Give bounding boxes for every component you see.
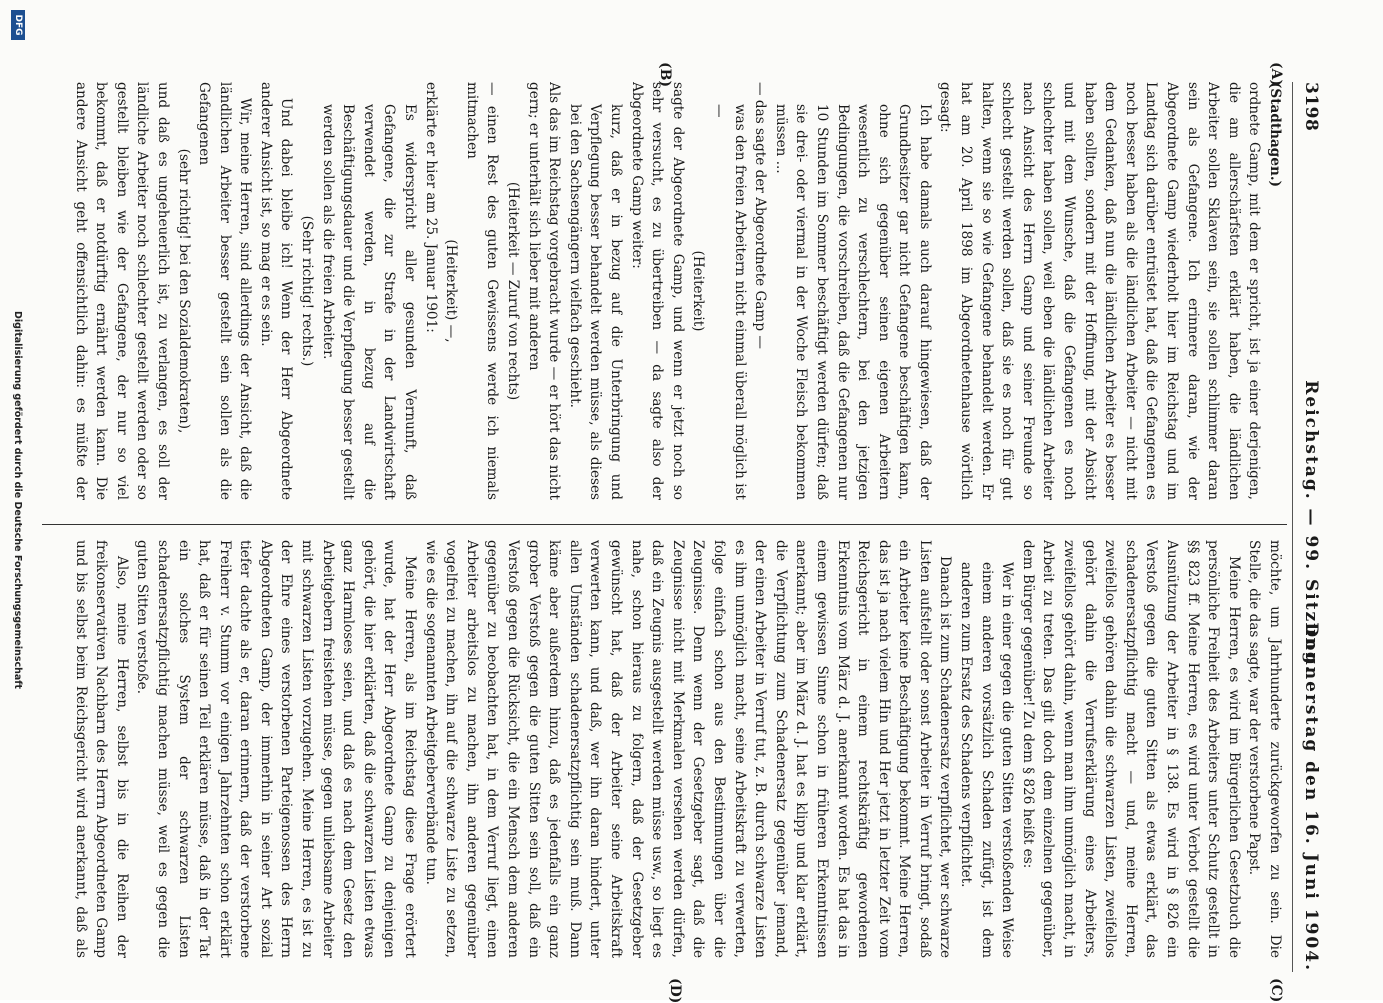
right-text-column xyxy=(70,540,1285,958)
margin-marker-b: (B) xyxy=(657,62,673,88)
column-divider xyxy=(42,524,1287,525)
header-rule xyxy=(1292,82,1293,972)
session-date: Donnerstag den 16. Juni 1904. xyxy=(1301,622,1321,972)
right-column-paragraph: Danach ist zum Schadenersatz verpflichtet, wer schwarze Listen aufstellt oder sonst Arbeiter in Verruf bringt, sodaß ein Arbeiter keine Beschäftigung bekommt. Meine Herren, das ist ja nach vielem Hin und Her jetzt in letzter Zeit vom Reichsgericht in einem rechtskräftig gewordenen Erkenntnis vom März d. J. anerkannt worden. Es hat das in einem gewissen Sinne schon in früheren Erkenntnissen anerkannt; aber im März d. J. hat es klipp und klar erklärt, die Verpflichtung zum Schadenersatz gegenüber jemand, der einen Arbeiter in Verruf tut, z. B. durch schwarze Listen es ihm unmöglich macht, seine Arbeitskraft zu verwerten, folge einfach schon aus den Bestimmungen über die Zeugnisse. Denn wenn der Gesetzgeber sagt, daß die Zeugnisse nicht mit Merkmalen versehen werden dürfen, daß ein Zeugnis ausgestellt werden müsse usw., so liegt es nahe, schon hieraus zu folgern, daß der Gesetzgeber gewünscht hat, daß der Arbeiter seine Arbeitskraft verwerten kann, und daß, wer ihn daran hindert, unter allen Umständen schadenersatzpflichtig sein muß. Dann käme aber außerdem hinzu, daß es jedenfalls ein ganz grober Verstoß gegen die guten Sitten sein soll, daß ein Verstoß gegen die Rücksicht, die ein Mensch dem anderen gegenüber zu beobachten hat, in dem Verruf liegt, einen Arbeiter arbeitslos zu machen, ihn anderen gegenüber vogelfrei zu machen, ihn auf die schwarze Liste zu setzen, wie es die sogenannten Arbeitgeberverbände tun. xyxy=(422,540,954,958)
left-column-paragraph: ordnete Gamp, mit dem er spricht, ist ja einer derjenigen, die am allerschärfsten erklärt haben, die ländlichen Arbeiter sollen Sklaven sein, sie sollen schlimmer daran sein als Gefangene. Ich erinnere daran, wie der Abgeordnete Gamp wiederholt hier im Reichstag und im Landtag sich darüber entrüstet hat, daß die Gefangenen es noch besser haben als die ländlichen Arbeiter — nicht mit dem Gedanken, daß nun die ländlichen Arbeiter es besser haben sollten, sondern mit der Hoffnung, mit der Absicht und mit dem Wunsche, daß die Gefangenen es noch schlechter haben sollen, weil eben die ländlichen Arbeiter nach Ansicht des Herrn Gamp und seiner Freunde so schlecht gestellt werden sollen, daß sie es noch für gut halten, wenn sie so wie Gefangene behandelt werden. Er hat am 20. April 1898 im Abgeordnetenhause wörtlich gesagt: xyxy=(937,82,1263,500)
digitization-note: Digitalisierung gefördert durch die Deutsche Forschungsgemeinschaft xyxy=(12,311,23,689)
left-column-paragraph: Und dabei bleibe ich! Wenn der Herr Abgeordnete anderer Ansicht ist, so mag er es sein. xyxy=(257,82,295,500)
left-column-paragraph: — einen Rest des guten Gewissens werde ich niemals mitmachen xyxy=(463,82,501,500)
left-column-paragraph: was den freien Arbeitern nicht einmal überall möglich ist — xyxy=(710,104,748,500)
left-column-paragraph: (Heiterkeit — Zuruf von rechts) xyxy=(505,181,522,401)
margin-marker-c: (C) xyxy=(1268,978,1284,1003)
left-column-paragraph: Als das im Reichstag vorgebracht wurde — er hört das nicht gern; er unterhält sich lieber mit anderen xyxy=(525,82,563,500)
right-column-paragraph: Meine Herren, es wird im Bürgerlichen Gesetzbuch die persönliche Freiheit des Arbeiters unter Schutz gestellt in §§ 823 ff. Meine Herren, es wird unter Verbot gestellt die Ausnützung der Arbeiter in § 138. Es wird in § 826 ein Verstoß gegen die guten Sitten als etwas erklärt, das schadenersatzpflichtig macht — und, meine Herren, zweifellos gehören dahin die schwarzen Listen, zweifellos gehört dahin die Verrufserklärung eines Arbeiters, zweifellos gehört dahin, wenn man ihm unmöglich macht, in Arbeit zu treten. Das gilt doch dem einzelnen gegenüber, dem Bürger gegenüber! Zu dem § 826 heißt es: xyxy=(1019,540,1242,958)
margin-marker-a: (A) xyxy=(1268,62,1284,87)
left-column-paragraph: Wir, meine Herren, sind allerdings der Ansicht, daß die ländlichen Arbeiter besser gestellt sein sollen als die Gefangenen xyxy=(196,82,254,500)
left-column-paragraph: (Sehr richtig! rechts.) xyxy=(299,215,316,367)
margin-marker-d: (D) xyxy=(667,978,683,1003)
left-column-paragraph: kurz, daß er in bezug auf die Unterbringung und Verpflegung besser behandelt werden müsse, als dieses bei den Sachsengängern vielfach geschieht. xyxy=(566,104,624,500)
left-column-paragraph: (Heiterkeit) —, xyxy=(443,239,460,343)
left-text-column xyxy=(70,82,1285,500)
right-column-paragraph: Wer in einer gegen die guten Sitten verstoßenden Weise einem anderen vorsätzlich Schaden zufügt, ist dem anderen zum Ersatz des Schadens verpflichtet. xyxy=(958,562,1016,958)
page-number: 3198 xyxy=(1301,82,1321,132)
right-column-paragraph: Meine Herren, als im Reichstag diese Frage erörtert wurde, hat der Herr Abgeordnete Gamp zu denjenigen gehört, die hier erklärten, daß die schwarzen Listen etwas ganz Harmloses seien, und daß es nach dem Gesetz den Arbeitgebern freistehen müsse, gegen unliebsame Arbeiter mit schwarzen Listen vorzugehen. Meine Herren, es ist zu der Ehre eines verstorbenen Parteigenossen des Herrn Abgeordneten Gamp, der immerhin in seiner Art sozial tiefer dachte als er, daran erinnern, daß der verstorbene Freiherr v. Stumm vor einigen Jahrzehnten schon erklärt hat, daß er für seinen Teil erklären müsse, daß in der Tat ein solches System der schwarzen Listen schadenersatzpflichtig machen müsse, weil es gegen die guten Sitten verstoße. xyxy=(134,540,419,958)
left-column-paragraph: Es widerspricht aller gesunden Vernunft, daß Gefangene, die zur Strafe in der Landwirtschaft verwendet werden, in bezug auf die Beschäftigungsdauer und die Verpflegung besser gestellt werden sollen als die freien Arbeiter. xyxy=(319,104,419,500)
right-column-paragraph: möchte, um Jahrhunderte zurückgeworfen zu sein. Die Stelle, die das sagte, war der verstorbene Papst. xyxy=(1246,540,1283,958)
left-column-paragraph: — das sagte der Abgeordnete Gamp — xyxy=(752,82,769,349)
left-column-paragraph: (Heiterkeit) xyxy=(690,250,707,332)
left-column-paragraph: (Stadthagen.) xyxy=(1267,82,1283,188)
left-column-paragraph: Ich habe damals auch darauf hingewiesen, daß der Grundbesitzer gar nicht Gefangene beschäftigen kann, ohne sich gegenüber seinen eigenen Arbeitern wesentlich zu verschlechtern, bei den jetzigen Bedingungen, die vorschreiben, daß die Gefangenen nur 10 Stunden im Sommer beschäftigt werden dürfen; daß sie drei- oder viermal in der Woche Fleisch bekommen müssen ... xyxy=(772,104,933,500)
page-header xyxy=(1295,82,1325,972)
dfg-logo: DFG xyxy=(11,10,25,40)
session-title: Reichstag. — 99. Sitzung. xyxy=(1301,380,1321,674)
left-column-paragraph: sagte der Abgeordnete Gamp, und wenn er jetzt noch so sehr versucht, es zu übertreiben — da sagte also der Abgeordnete Gamp weiter: xyxy=(628,82,686,500)
left-column-paragraph: erklärte er hier am 25. Januar 1901: xyxy=(422,82,439,333)
left-column-paragraph: und daß es ungeheuerlich ist, zu verlangen, es soll der ländliche Arbeiter noch schlechter gestellt werden oder so gestellt bleiben wie der Gefangene, der nur so viel bekommt, daß er notdürftig ernährt werden kann. Die andere Ansicht geht offensichtlich dahin: es müßte der xyxy=(72,82,171,500)
left-column-paragraph: (sehr richtig! bei den Sozialdemokraten), xyxy=(175,148,192,434)
right-column-paragraph: Also, meine Herren, selbst bis in die Reihen der freikonservativen Nachbarn des Herrn Abgeordneten Gamp und bis selbst beim Reichsgericht wird anerkannt, daß als xyxy=(72,540,130,958)
